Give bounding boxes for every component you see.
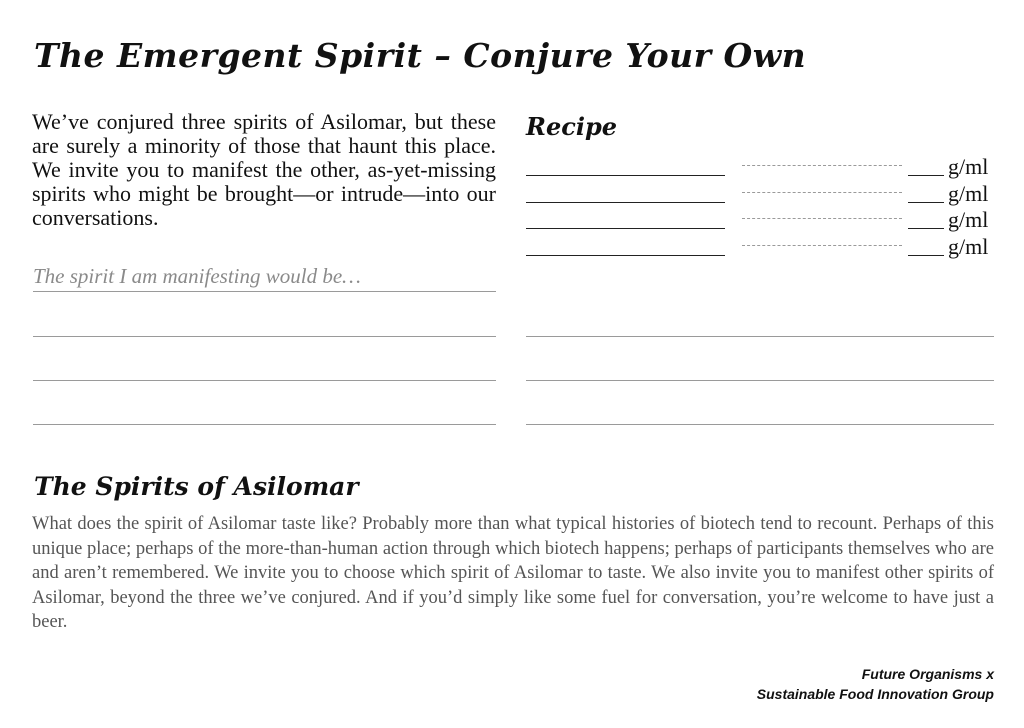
recipe-row (526, 152, 994, 179)
dotted-leader (742, 191, 902, 193)
dotted-leader (742, 164, 902, 166)
credits (757, 664, 994, 704)
writing-line-left-1[interactable] (33, 336, 496, 337)
spirits-section-body: What does the spirit of Asilomar taste like? Probably more than what typical histories of biotech tend to recount. Perhaps of this unique place; perhaps of the more-than-human action through which biotech happens; perhaps of participants themselves who are and aren’t remembered. We invite you to choose which spirit of Asilomar to taste. We also invite you to manifest other spirits of Asilomar, beyond the three we’ve conjured. And if you’d simply like some fuel for conversation, you’re welcome to have just a beer. (32, 514, 994, 633)
dotted-leader (742, 244, 902, 246)
spirits-section-heading: The Spirits of Asilomar (34, 472, 359, 501)
unit-label: g/ml (948, 181, 989, 206)
writing-line-right-3[interactable] (526, 424, 994, 425)
page-title: The Emergent Spirit – Conjure Your Own (34, 36, 807, 75)
dotted-leader (742, 217, 902, 219)
writing-line-left-2[interactable] (33, 380, 496, 381)
writing-line-right-1[interactable] (526, 336, 994, 337)
ingredient-blank[interactable] (526, 201, 725, 203)
ingredient-blank[interactable] (526, 227, 725, 229)
credits-line-2: Sustainable Food Innovation Group (756, 686, 994, 702)
ingredient-blank[interactable] (526, 254, 725, 256)
writing-line-right-2[interactable] (526, 380, 994, 381)
recipe-row (526, 205, 994, 232)
spirit-prompt-field[interactable]: The spirit I am manifesting would be… (33, 264, 496, 292)
recipe-row (526, 179, 994, 206)
recipe-row (526, 232, 994, 259)
amount-blank[interactable] (908, 254, 944, 256)
unit-label: g/ml (948, 154, 989, 179)
credits-line-1: Future Organisms x (861, 666, 994, 682)
recipe-heading: Recipe (526, 112, 617, 141)
amount-blank[interactable] (908, 174, 944, 176)
intro-paragraph: We’ve conjured three spirits of Asilomar, but these are surely a minority of those that haunt this place. We invite you to manifest the other, as-yet-missing spirits who might be brought—or intrude—into our conversations. (32, 109, 496, 230)
ingredient-blank[interactable] (526, 174, 725, 176)
writing-line-left-3[interactable] (33, 424, 496, 425)
amount-blank[interactable] (908, 227, 944, 229)
unit-label: g/ml (948, 234, 989, 259)
amount-blank[interactable] (908, 201, 944, 203)
unit-label: g/ml (948, 207, 989, 232)
